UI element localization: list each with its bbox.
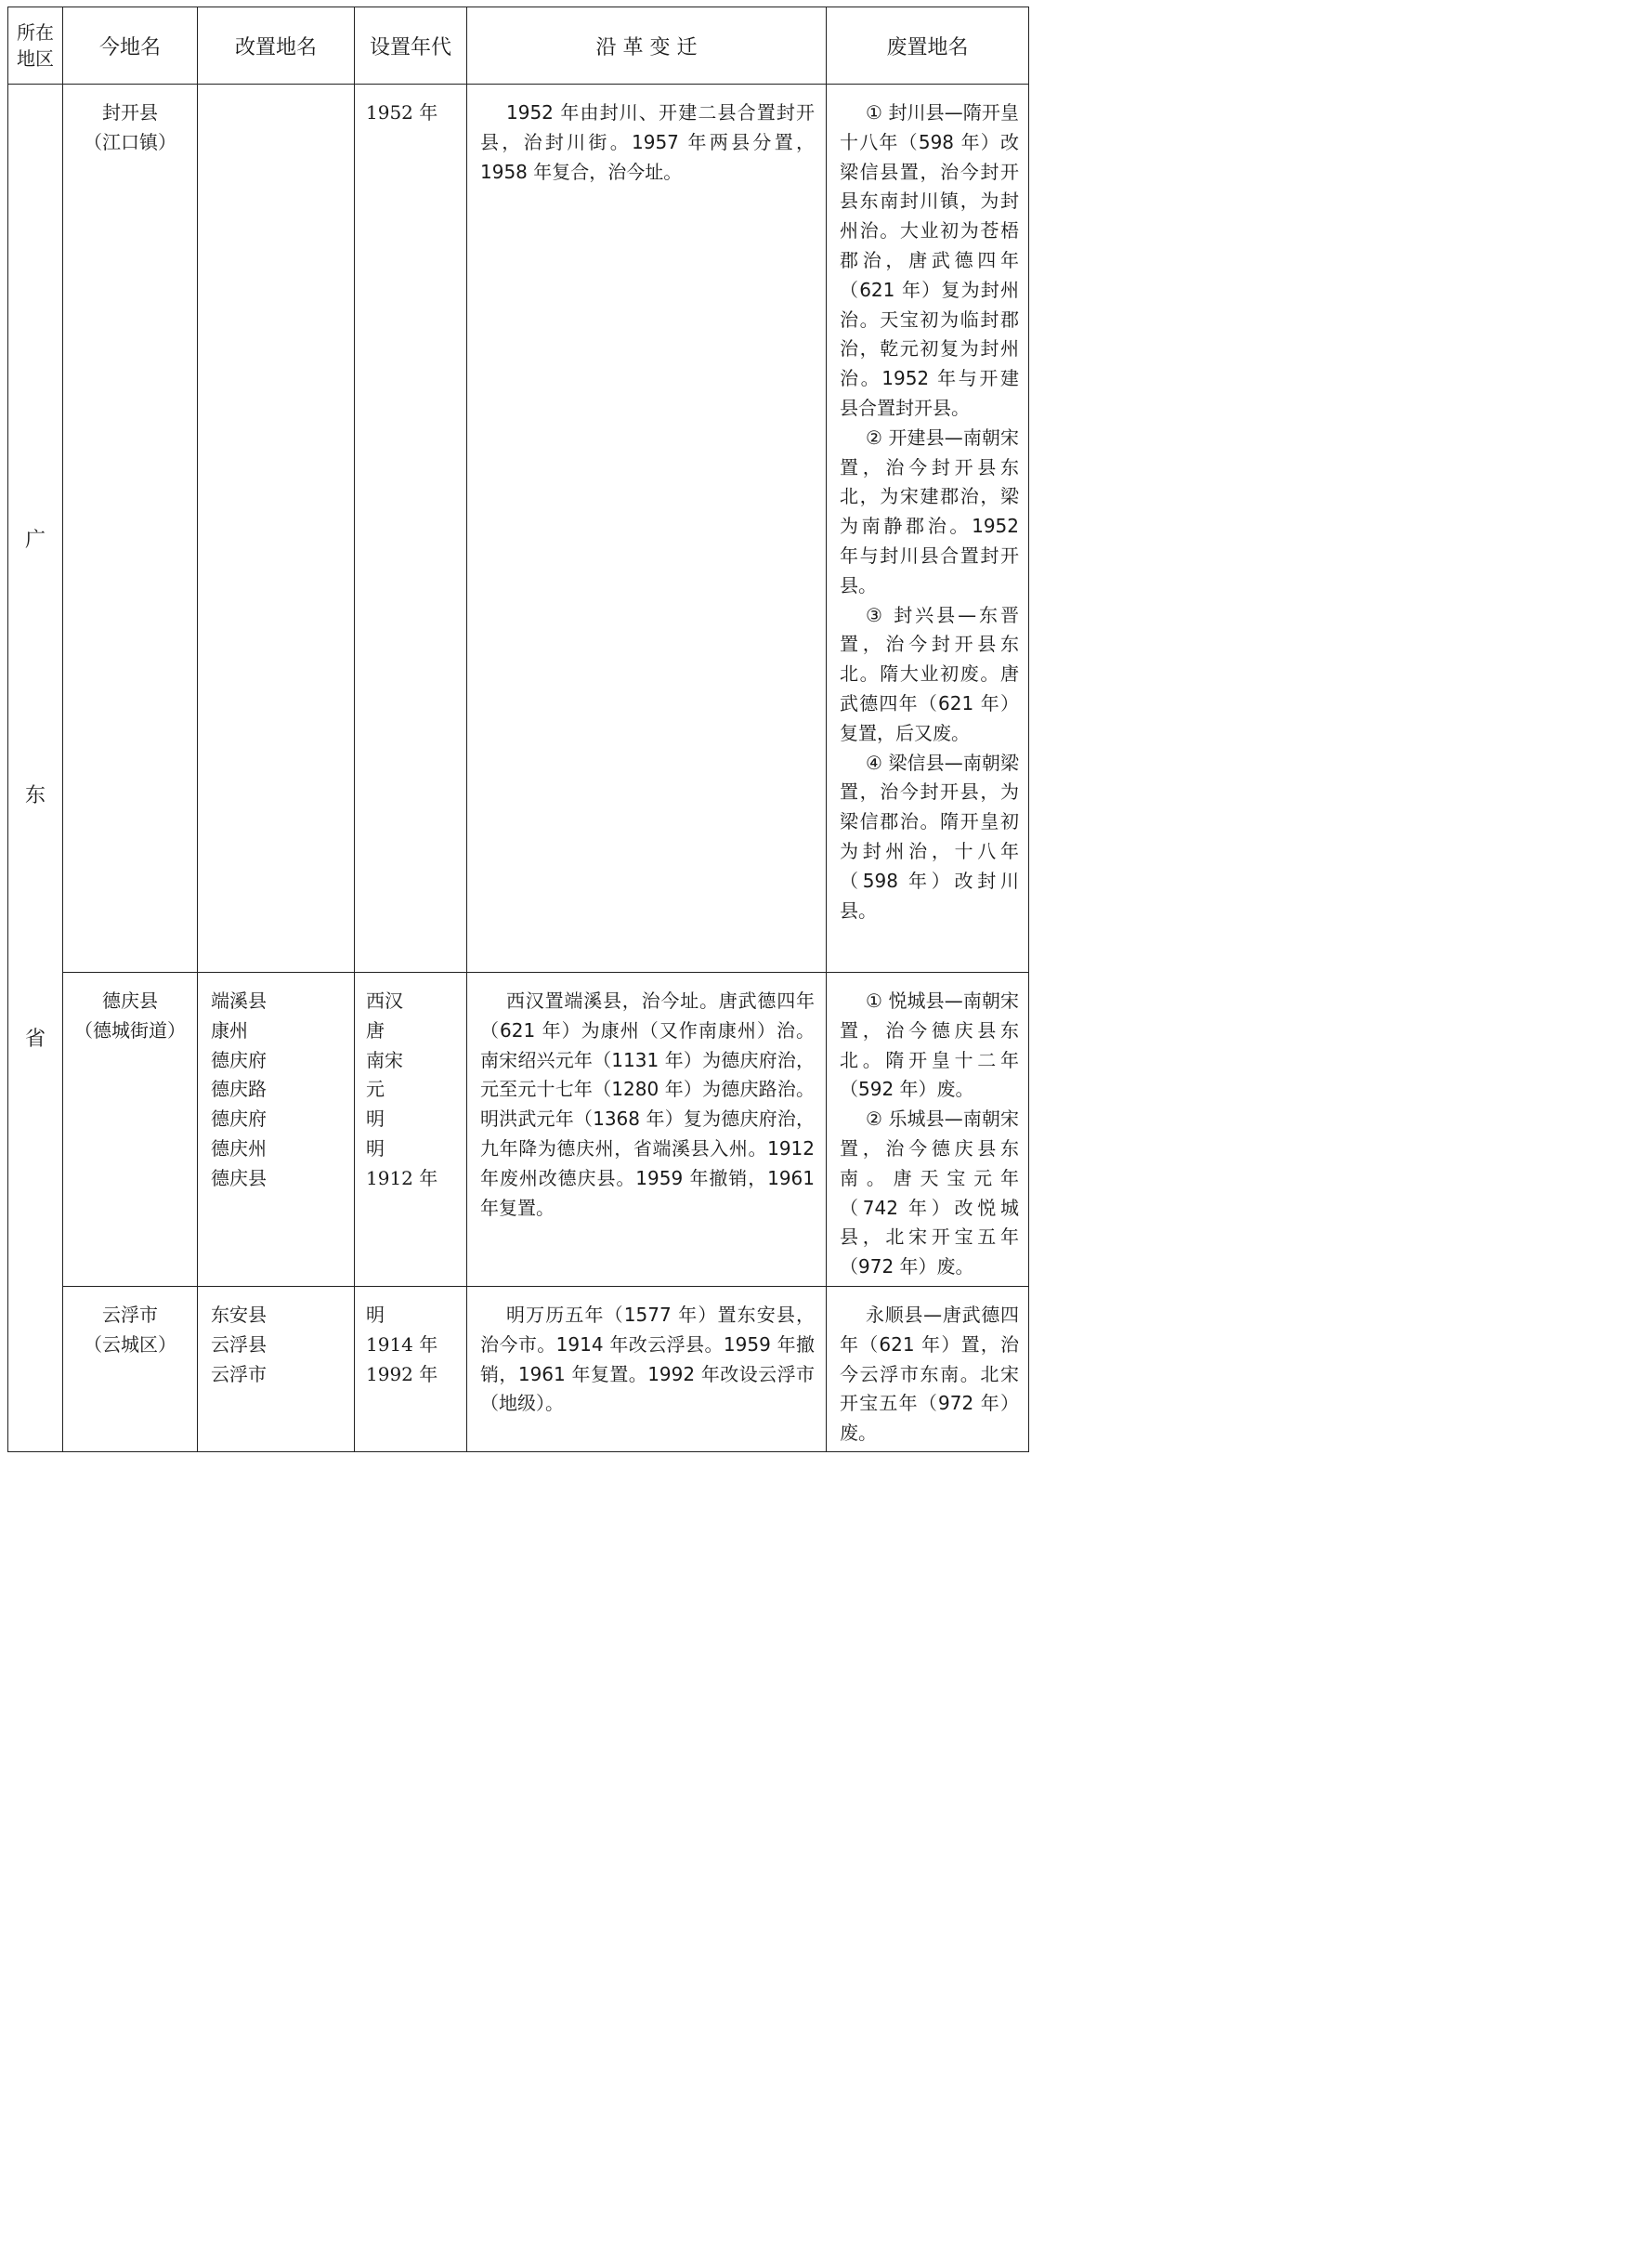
renamed-item: 端溪县: [211, 990, 267, 1012]
history-text: 1952 年由封川、开建二县合置封开县，治封川街。1957 年两县分置，1958 年复合，治今址。: [480, 101, 815, 183]
renamed-item: 德庆府: [211, 1108, 267, 1131]
abolished-cell: [827, 85, 1029, 973]
table-row-fengkai: [8, 85, 1029, 973]
year-item: 1992 年: [366, 1362, 438, 1385]
year-item: 1912 年: [366, 1166, 438, 1189]
renamed-cell: [198, 1287, 355, 1452]
renamed-item: 德庆府: [211, 1048, 267, 1071]
header-renamed-names: 改置地名: [198, 7, 355, 85]
abolished-entry: ① 悦城县—南朝宋置，治今德庆县东北。隋开皇十二年（592 年）废。: [840, 990, 1019, 1101]
renamed-item: 康州: [211, 1018, 248, 1042]
year-item: 1952 年: [366, 101, 438, 124]
history-cell: [467, 1287, 827, 1452]
header-abolished: 废置地名: [827, 7, 1029, 85]
year-item: 明: [366, 1136, 385, 1160]
header-year: 设置年代: [355, 7, 467, 85]
region-cell: [8, 85, 63, 1452]
year-item: 西汉: [366, 990, 403, 1012]
current-name: 云浮市: [102, 1304, 158, 1326]
year-cell: [355, 973, 467, 1287]
current-seat: （德城街道）: [74, 1018, 186, 1042]
renamed-item: 云浮县: [211, 1332, 267, 1356]
region-char: 省: [24, 1028, 46, 1051]
year-item: 明: [366, 1108, 385, 1131]
current-name-cell: [63, 85, 198, 973]
header-row: [8, 7, 1029, 85]
region-char: 广: [24, 529, 46, 552]
current-name: 德庆县: [102, 990, 158, 1012]
abolished-cell: [827, 973, 1029, 1287]
year-item: 明: [366, 1304, 385, 1326]
year-item: 元: [366, 1078, 385, 1101]
current-name-cell: [63, 1287, 198, 1452]
history-cell: [467, 973, 827, 1287]
table-row-yunfu: [8, 1287, 1029, 1452]
abolished-entry: ② 开建县—南朝宋置，治今封开县东北，为宋建郡治，梁为南静郡治。1952 年与封川县合置封开县。: [840, 426, 1019, 596]
renamed-item: 云浮市: [211, 1362, 267, 1385]
current-name: 封开县: [102, 101, 158, 124]
renamed-item: 东安县: [211, 1304, 267, 1326]
current-seat: （云城区）: [84, 1332, 176, 1356]
year-cell: [355, 1287, 467, 1452]
abolished-entry: ① 封川县—隋开皇十八年（598 年）改梁信县置，治今封开县东南封川镇，为封州治。大业初为苍梧郡治，唐武德四年（621 年）复为封州治。天宝初为临封郡治，乾元初复为封州治。1952 年与开建县合置封开县。: [840, 101, 1019, 419]
abolished-entry: ④ 梁信县—南朝梁置，治今封开县，为梁信郡治。隋开皇初为封州治，十八年（598 年）改封川县。: [840, 751, 1019, 922]
history-cell: [467, 85, 827, 973]
region-char: 东: [24, 784, 46, 807]
renamed-item: 德庆县: [211, 1166, 267, 1189]
year-item: 唐: [366, 1018, 385, 1042]
header-history: 沿 革 变 迁: [467, 7, 827, 85]
renamed-cell: [198, 85, 355, 973]
abolished-cell: [827, 1287, 1029, 1452]
gazetteer-page: [7, 7, 1028, 1452]
abolished-entry: ② 乐城县—南朝宋置，治今德庆县东南。唐天宝元年（742 年）改悦城县，北宋开宝五年（972 年）废。: [840, 1108, 1019, 1278]
current-name-cell: [63, 973, 198, 1287]
place-name-table: [7, 7, 1029, 1452]
abolished-entry: 永顺县—唐武德四年（621 年）置，治今云浮市东南。北宋开宝五年（972 年）废。: [840, 1304, 1019, 1445]
year-cell: [355, 85, 467, 973]
current-seat: （江口镇）: [84, 130, 176, 153]
header-current-name: 今地名: [63, 7, 198, 85]
history-text: 明万历五年（1577 年）置东安县，治今市。1914 年改云浮县。1959 年撤销，1961 年复置。1992 年改设云浮市（地级）。: [480, 1304, 815, 1415]
header-region: 所在地区: [8, 7, 63, 85]
renamed-item: 德庆州: [211, 1136, 267, 1160]
table-row-deqing: [8, 973, 1029, 1287]
renamed-item: 德庆路: [211, 1078, 267, 1101]
year-item: 南宋: [366, 1048, 403, 1071]
year-item: 1914 年: [366, 1332, 438, 1356]
renamed-cell: [198, 973, 355, 1287]
history-text: 西汉置端溪县，治今址。唐武德四年（621 年）为康州（又作南康州）治。南宋绍兴元年（1131 年）为德庆府治，元至元十七年（1280 年）为德庆路治。明洪武元年（1368 年）复为德庆府治，九年降为德庆州，省端溪县入州。1912 年废州改德庆县。1959 年撤销，1961 年复置。: [480, 990, 815, 1219]
abolished-entry: ③ 封兴县—东晋置，治今封开县东北。隋大业初废。唐武德四年（621 年）复置，后又废。: [840, 603, 1019, 744]
